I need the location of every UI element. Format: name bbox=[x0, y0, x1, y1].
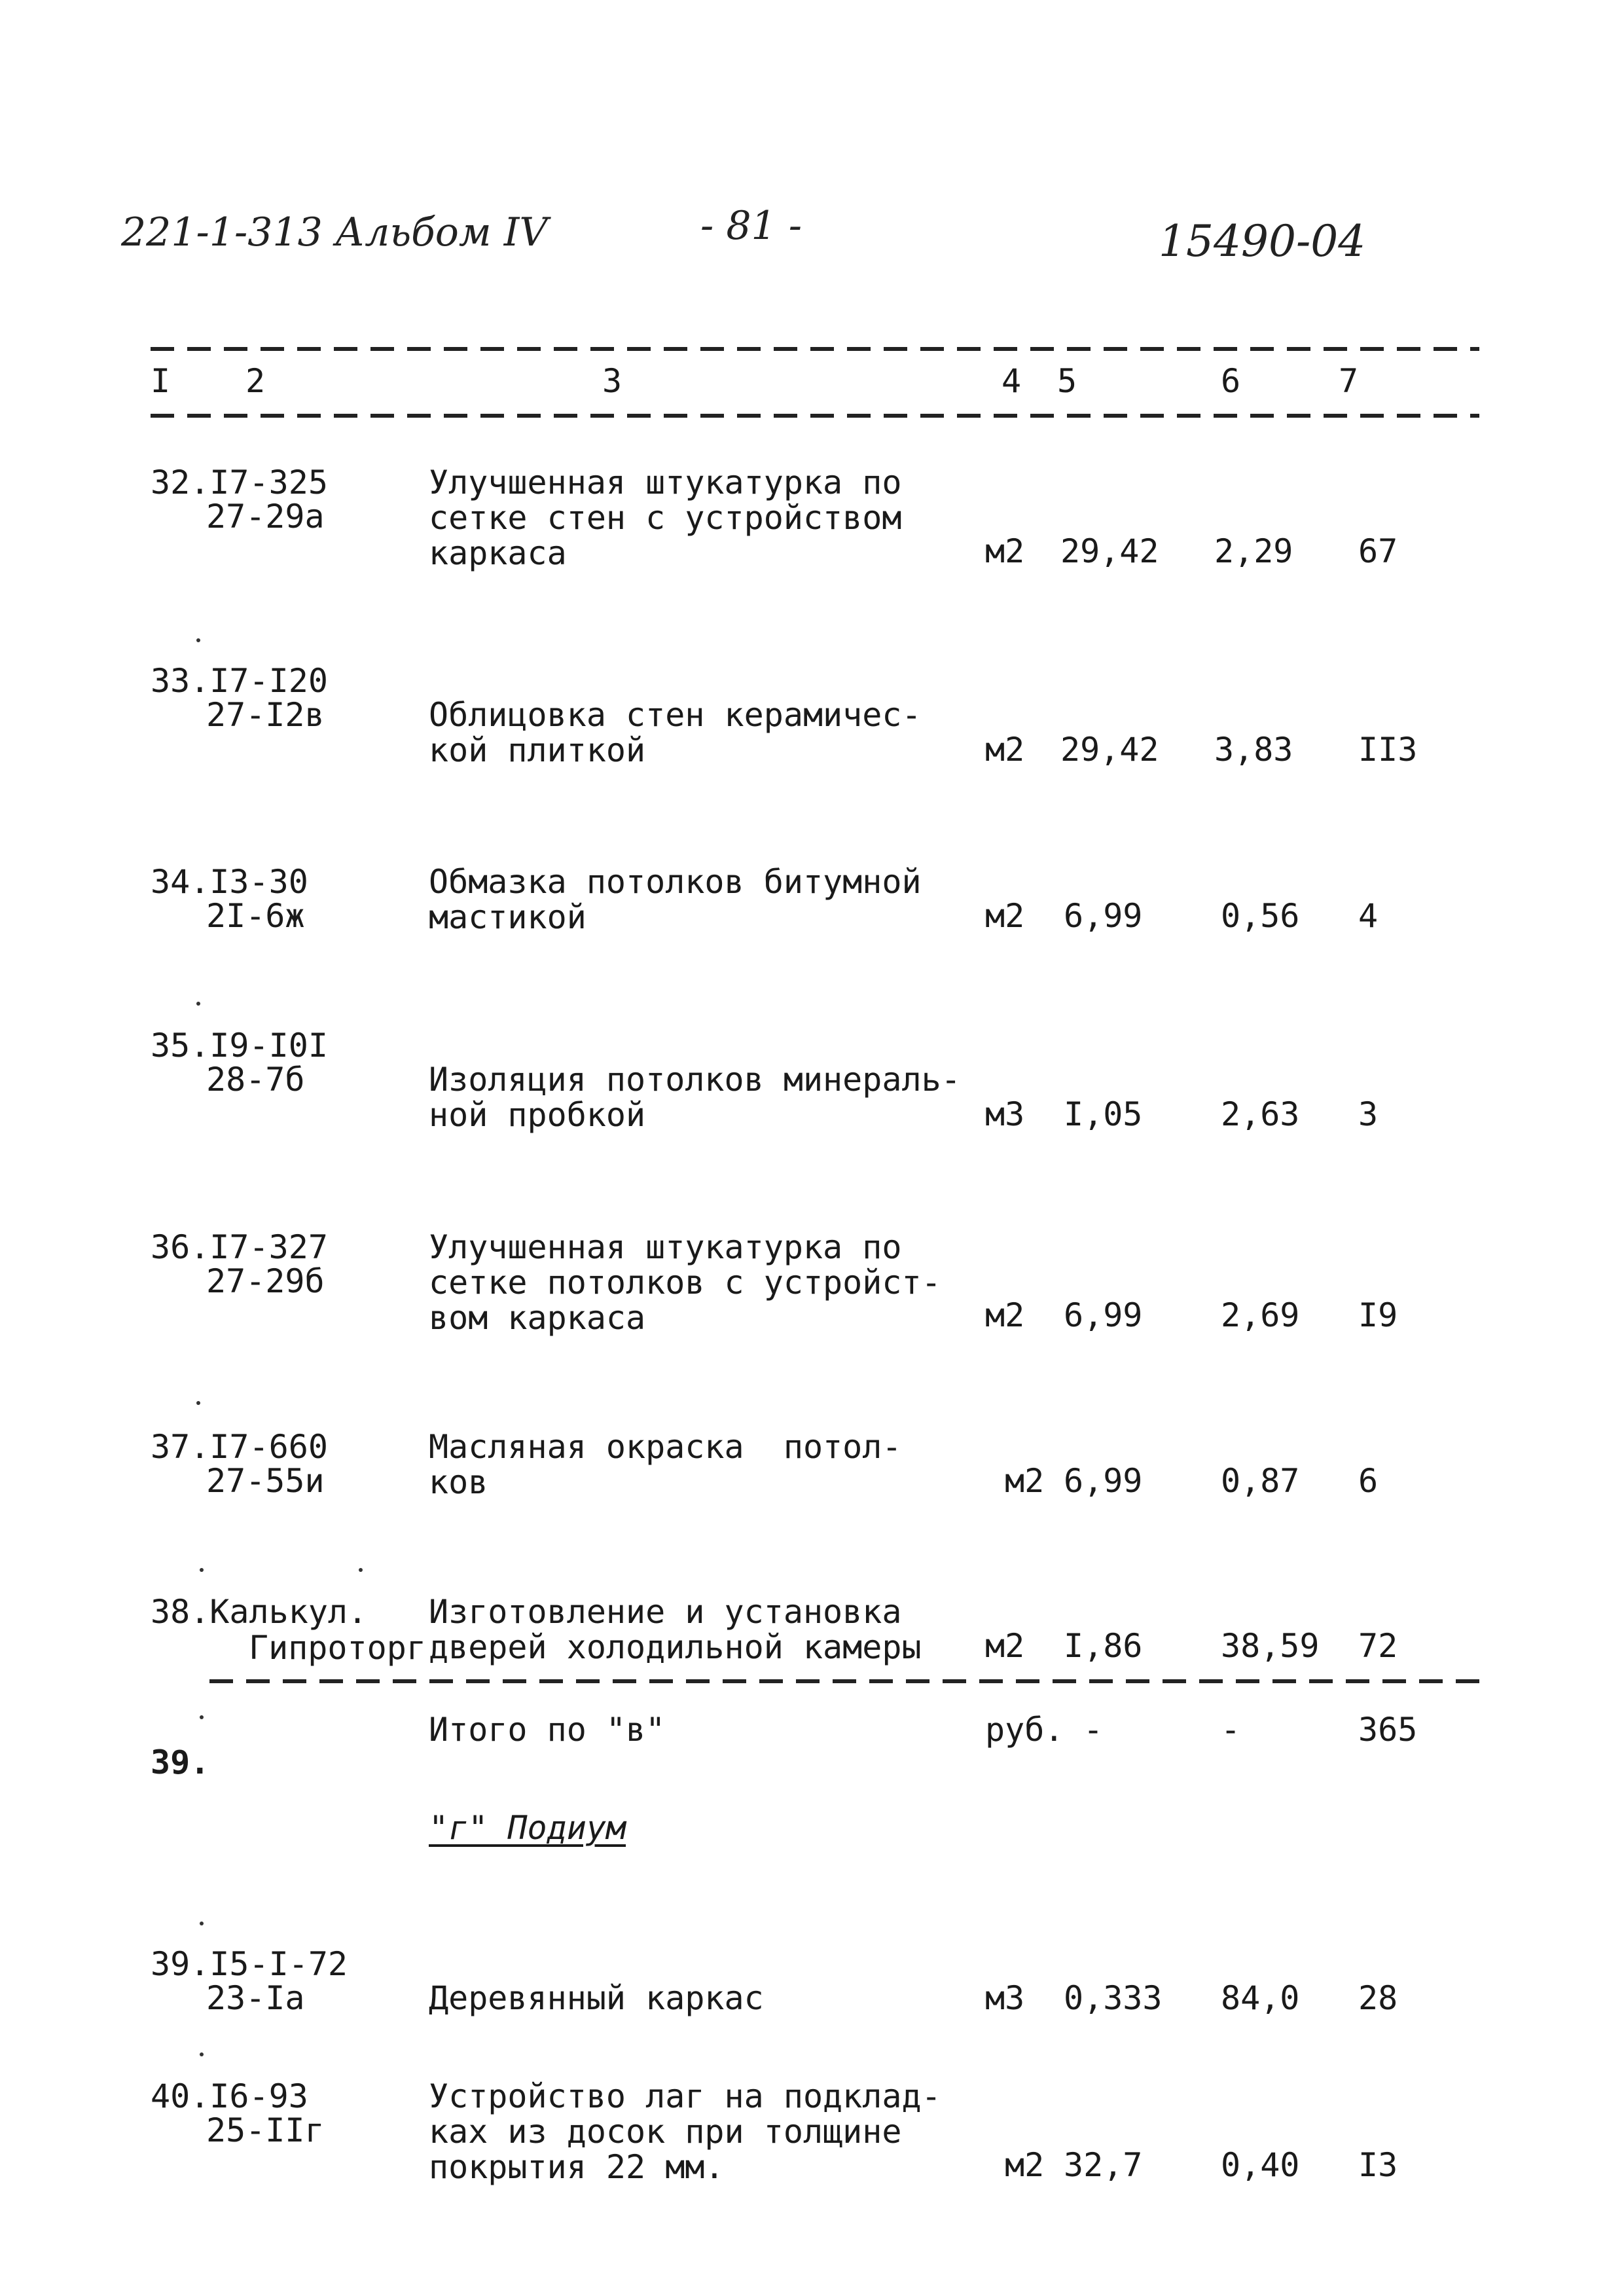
row-35-unit: м3 bbox=[985, 1095, 1025, 1133]
row-40-total: I3 bbox=[1358, 2146, 1398, 2184]
row-34-description: Обмазка потолков битумной мастикой bbox=[429, 863, 922, 936]
row-39-unit: м3 bbox=[985, 1979, 1025, 2017]
row-40-code: 40.I6-93 bbox=[151, 2077, 308, 2115]
row-39-quantity: 0,333 bbox=[1064, 1979, 1163, 2017]
col-header-3: 3 bbox=[602, 362, 623, 400]
row-39-code: 39.I5-I-72 bbox=[151, 1945, 348, 1983]
album-reference: 221-1-313 Альбом IV bbox=[121, 210, 548, 255]
col-header-6: 6 bbox=[1221, 362, 1241, 400]
row-39-price: 84,0 bbox=[1221, 1979, 1300, 2017]
document-number: 15490-04 bbox=[1159, 216, 1366, 266]
row-33-quantity: 29,42 bbox=[1060, 731, 1159, 769]
scan-mark bbox=[200, 1715, 204, 1719]
row-33-price: 3,83 bbox=[1214, 731, 1293, 769]
subtotal-rule bbox=[209, 1679, 1479, 1683]
row-32-quantity: 29,42 bbox=[1060, 532, 1159, 570]
scan-mark bbox=[196, 1002, 200, 1006]
row-40-subcode: 25-IIг bbox=[206, 2111, 325, 2149]
row-37-price: 0,87 bbox=[1221, 1462, 1300, 1500]
row-34-subcode: 2I-6ж bbox=[206, 897, 305, 935]
header-top-rule bbox=[151, 347, 1479, 351]
row-39-total: 28 bbox=[1358, 1979, 1398, 2017]
section-title: "г" Подиум bbox=[429, 1809, 626, 1847]
row-33-description: Облицовка стен керамичес- кой плиткой bbox=[429, 696, 922, 769]
header-bottom-rule bbox=[151, 414, 1479, 418]
row-40-description: Устройство лаг на подклад- ках из досок при толщине покрытия 22 мм. bbox=[429, 2077, 941, 2186]
row-37-code: 37.I7-660 bbox=[151, 1428, 328, 1466]
subtotal-total: 365 bbox=[1358, 1711, 1418, 1749]
row-32-subcode: 27-29а bbox=[206, 498, 325, 536]
subtotal-quantity: - bbox=[1083, 1711, 1104, 1749]
row-40-price: 0,40 bbox=[1221, 2146, 1300, 2184]
scan-mark bbox=[359, 1568, 363, 1572]
row-35-code: 35.I9-I0I bbox=[151, 1027, 328, 1065]
row-36-subcode: 27-29б bbox=[206, 1262, 325, 1300]
row-38-quantity: I,86 bbox=[1064, 1627, 1143, 1665]
row-33-subcode: 27-I2в bbox=[206, 696, 325, 734]
row-36-price: 2,69 bbox=[1221, 1296, 1300, 1334]
row-34-unit: м2 bbox=[985, 897, 1025, 935]
row-33-total: II3 bbox=[1358, 731, 1418, 769]
row-40-quantity: 32,7 bbox=[1064, 2146, 1143, 2184]
scan-mark bbox=[200, 2052, 204, 2056]
row-34-code: 34.I3-30 bbox=[151, 863, 308, 901]
row-37-unit: м2 bbox=[1005, 1462, 1045, 1500]
col-header-5: 5 bbox=[1057, 362, 1077, 400]
row-37-quantity: 6,99 bbox=[1064, 1462, 1143, 1500]
col-header-1: I bbox=[151, 362, 171, 400]
subtotal-unit: руб. bbox=[985, 1711, 1064, 1749]
row-39-description: Деревянный каркас bbox=[429, 1979, 764, 2017]
row-37-subcode: 27-55и bbox=[206, 1462, 325, 1500]
row-37-description: Масляная окраска потол- ков bbox=[429, 1428, 902, 1501]
row-34-price: 0,56 bbox=[1221, 897, 1300, 935]
row-32-description: Улучшенная штукатурка по сетке стен с устройством каркаса bbox=[429, 464, 902, 572]
row-35-quantity: I,05 bbox=[1064, 1095, 1143, 1133]
row-36-code: 36.I7-327 bbox=[151, 1228, 328, 1266]
row-36-quantity: 6,99 bbox=[1064, 1296, 1143, 1334]
row-38-subcode: Гипроторг bbox=[249, 1629, 426, 1667]
row-38-total: 72 bbox=[1358, 1627, 1398, 1665]
scan-mark bbox=[196, 1401, 200, 1405]
row-35-description: Изоляция потолков минераль- ной пробкой bbox=[429, 1061, 961, 1134]
row-37-total: 6 bbox=[1358, 1462, 1379, 1500]
page-number: - 81 - bbox=[700, 203, 803, 249]
row-40-unit: м2 bbox=[1005, 2146, 1045, 2184]
row-32-unit: м2 bbox=[985, 532, 1025, 570]
row-36-unit: м2 bbox=[985, 1296, 1025, 1334]
row-38-unit: м2 bbox=[985, 1627, 1025, 1665]
row-32-price: 2,29 bbox=[1214, 532, 1293, 570]
scan-mark bbox=[196, 638, 200, 642]
row-38-code: 38.Калькул. bbox=[151, 1593, 368, 1631]
scan-mark bbox=[200, 1568, 204, 1572]
row-34-quantity: 6,99 bbox=[1064, 897, 1143, 935]
row-38-price: 38,59 bbox=[1221, 1627, 1320, 1665]
row-35-total: 3 bbox=[1358, 1095, 1379, 1133]
scan-mark bbox=[200, 1922, 204, 1925]
row-32-code: 32.I7-325 bbox=[151, 464, 328, 501]
row-33-code: 33.I7-I20 bbox=[151, 662, 328, 700]
subtotal-label: Итого по "в" bbox=[429, 1711, 666, 1749]
row-33-unit: м2 bbox=[985, 731, 1025, 769]
subtotal-price: - bbox=[1221, 1711, 1241, 1749]
row-35-price: 2,63 bbox=[1221, 1095, 1300, 1133]
col-header-4: 4 bbox=[1001, 362, 1022, 400]
subtotal-number: 39. bbox=[151, 1743, 210, 1781]
row-35-subcode: 28-7б bbox=[206, 1061, 305, 1099]
row-39-subcode: 23-Iа bbox=[206, 1979, 305, 2017]
row-38-description: Изготовление и установка дверей холодильной камеры bbox=[429, 1593, 922, 1666]
row-34-total: 4 bbox=[1358, 897, 1379, 935]
col-header-7: 7 bbox=[1339, 362, 1359, 400]
row-36-total: I9 bbox=[1358, 1296, 1398, 1334]
col-header-2: 2 bbox=[245, 362, 266, 400]
row-36-description: Улучшенная штукатурка по сетке потолков с устройст- вом каркаса bbox=[429, 1228, 941, 1337]
row-32-total: 67 bbox=[1358, 532, 1398, 570]
